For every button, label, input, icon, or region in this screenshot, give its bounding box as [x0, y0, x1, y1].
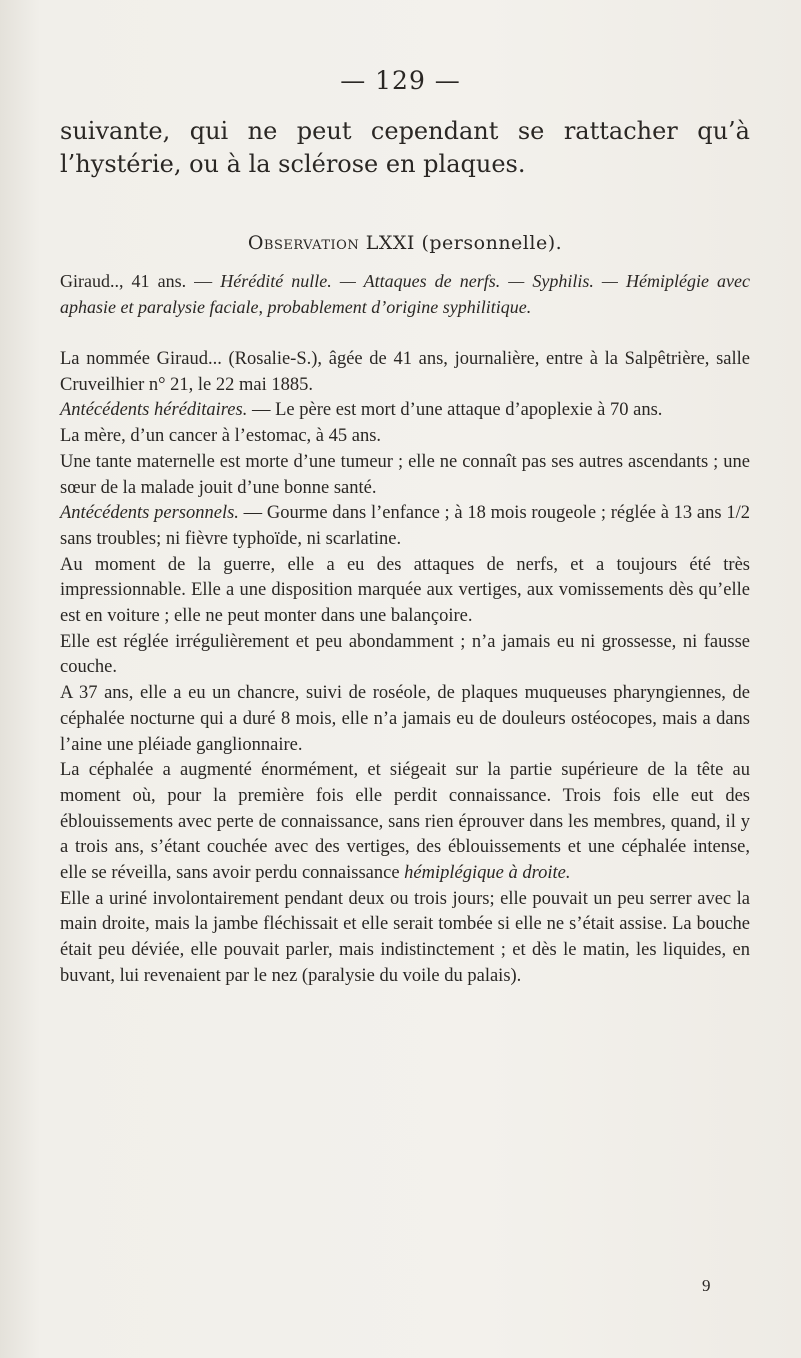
paragraph: Antécédents héréditaires. — Le père est mort d’une attaque d’apoplexie à 70 ans.	[60, 400, 663, 421]
page-number: — 129 —	[340, 66, 461, 95]
paragraph: La mère, d’un cancer à l’estomac, à 45 ans.	[60, 426, 382, 447]
intro-paragraph	[60, 115, 750, 181]
case-summary	[60, 268, 750, 320]
observation-type: (personnelle).	[421, 232, 563, 254]
summary-italic: Hérédité nulle. — Attaques de nerfs. — Syphilis. — Hémiplégie avec aphasie et paralysie faciale, probablement d’origine syphilitique.	[60, 271, 750, 317]
paragraph: Antécédents personnels. — Gourme dans l’enfance ; à 18 mois rougeole ; réglée à 13 ans 1/2 sans troubles; ni fièvre typhoïde, ni scarlatine.	[60, 503, 750, 549]
paragraph: La nommée Giraud... (Rosalie-S.), âgée de 41 ans, journalière, entre à la Salpêtrière, salle Cruveilhier n° 21, le 22 mai 1885.	[60, 349, 750, 395]
section-heading: Antécédents héréditaires.	[60, 400, 248, 421]
paragraph: A 37 ans, elle a eu un chancre, suivi de roséole, de plaques muqueuses pharyngiennes, de céphalée nocturne qui a duré 8 mois, elle n’a jamais eu de douleurs ostéocopes, mais a dans l’aine une pléiade ganglionnaire.	[60, 683, 750, 755]
observation-number: LXXI	[365, 232, 415, 254]
paragraph: La céphalée a augmenté énormément, et siégeait sur la partie supérieure de la tête au moment où, pour la première fois elle perdit connaissance. Trois fois elle eut des éblouissements avec perte de connaissance, sans rien éprouver dans les membres, quand, il y a trois ans, s’étant couchée avec des vertiges, des éblouissements et une céphalée intense, elle se réveilla, sans avoir perdu connaissance hémiplégique à droite.	[60, 760, 750, 884]
observation-heading	[60, 232, 750, 254]
signature-mark: 9	[702, 1276, 711, 1295]
paragraph: Au moment de la guerre, elle a eu des attaques de nerfs, et a toujours été très impressionnable. Elle a une disposition marquée aux vertiges, aux vomissements dès qu’elle est en voiture ; elle ne peut monter dans une balançoire.	[60, 554, 750, 627]
intro-text: suivante, qui ne peut cependant se rattacher qu’à l’hystérie, ou à la sclérose en plaques.	[60, 117, 750, 178]
case-body	[60, 347, 750, 990]
summary-lead: Giraud.., 41 ans. —	[60, 271, 221, 291]
paragraph: Elle est réglée irrégulièrement et peu abondamment ; n’a jamais eu ni grossesse, ni fausse couche.	[60, 631, 750, 678]
paragraph: Elle a uriné involontairement pendant deux ou trois jours; elle pouvait un peu serrer avec la main droite, mais la jambe fléchissait et elle serait tombée si elle ne s’était assise. La bouche était peu déviée, elle pouvait parler, mais indistinctement ; et dès le matin, les liquides, en buvant, lui revenaient par le nez (paralysie du voile du palais).	[60, 888, 750, 986]
section-heading: Antécédents personnels.	[60, 503, 239, 524]
observation-label: Observation	[247, 232, 360, 254]
paragraph: Une tante maternelle est morte d’une tumeur ; elle ne connaît pas ses autres ascendants ; une sœur de la malade jouit d’une bonne santé.	[60, 451, 750, 498]
